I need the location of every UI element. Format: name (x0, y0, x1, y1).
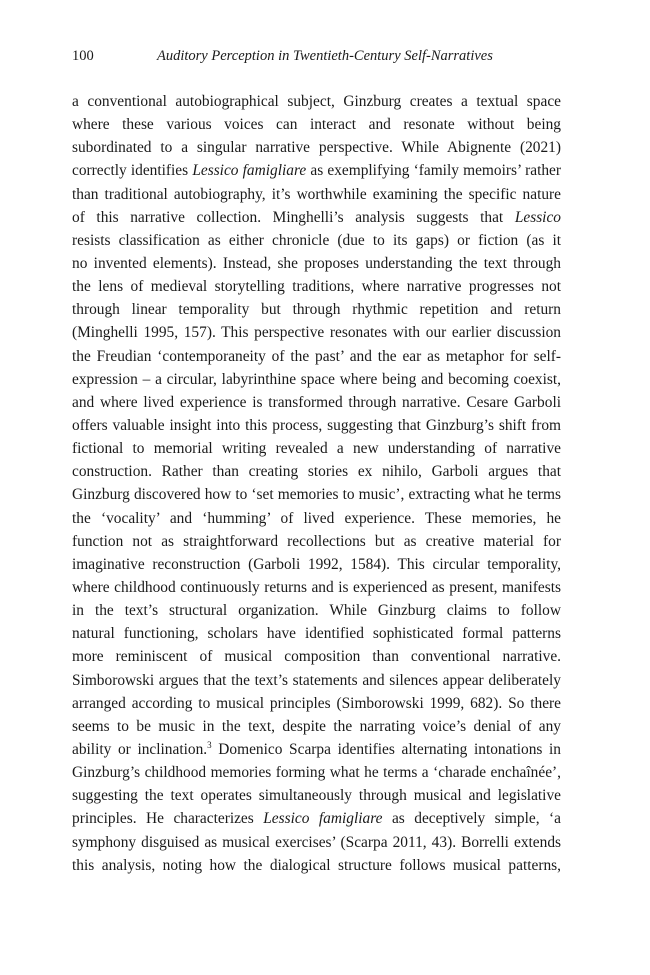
text-line: more reminiscent of musical composition than conventional narrative. (72, 648, 561, 666)
text-line: Ginzburg’s childhood memories forming what he terms a ‘charade enchaînée’, (72, 764, 561, 782)
text-line: natural functioning, scholars have identified sophisticated formal patterns (72, 625, 561, 643)
text-line: ability or inclination.$^3$ Domenico Scarpa identifies alternating intonations in (72, 739, 561, 758)
text-line: and where lived experience is transformed through narrative. Cesare Garboli (72, 393, 561, 411)
running-title: Auditory Perception in Twentieth-Century Self-Narratives (157, 48, 493, 64)
text-line: fictional to memorial writing revealed a new understanding of narrative (72, 440, 561, 458)
text-line: correctly identifies Lessico famigliare as exemplifying ‘family memoirs’ rather (72, 162, 561, 180)
body-paragraph (72, 90, 561, 877)
text-line: where childhood continuously returns and is experienced as present, manifests (72, 578, 561, 596)
italic-title: Lessico (514, 208, 561, 226)
text-line: through linear temporality but through rhythmic repetition and return (72, 301, 561, 319)
text-line: seems to be music in the text, despite the narrating voice’s denial of any (72, 717, 561, 735)
text-line: construction. Rather than creating stories ex nihilo, Garboli argues that (72, 463, 561, 481)
text-line: (Minghelli 1995, 157). This perspective resonates with our earlier discussion (72, 324, 561, 342)
text-line: the lens of medieval storytelling traditions, where narrative progresses not (72, 278, 561, 296)
text-line: function not as straightforward recollections but as creative material for (72, 532, 561, 550)
footnote-marker[interactable]: 3 (207, 739, 212, 750)
italic-title: Lessico famigliare (192, 162, 307, 180)
text-line: than traditional autobiography, it’s worthwhile examining the specific nature (72, 185, 561, 203)
text-line: of this narrative collection. Minghelli’s analysis suggests that Lessico (72, 206, 561, 229)
italic-title: Lessico famigliare (263, 810, 383, 828)
text-line: no invented elements). Instead, she proposes understanding the text through (72, 254, 561, 272)
page-number: 100 (72, 48, 94, 64)
running-head (72, 44, 562, 68)
text-line: Simborowski argues that the text’s statements and silences appear deliberately (72, 671, 561, 689)
text-line: a conventional autobiographical subject, Ginzburg creates a textual space (72, 93, 561, 110)
text-line: symphony disguised as musical exercises’ (Scarpa 2011, 43). Borrelli extends (72, 833, 561, 851)
text-line: the Freudian ‘contemporaneity of the past’ and the ear as metaphor for self- (72, 347, 561, 365)
text-line: expression – a circular, labyrinthine space where being and becoming coexist, (72, 370, 561, 388)
text-line: the ‘vocality’ and ‘humming’ of lived experience. These memories, he (72, 509, 561, 527)
text-line: imaginative reconstruction (Garboli 1992, 1584). This circular temporality, (72, 555, 561, 573)
text-line: offers valuable insight into this process, suggesting that Ginzburg’s shift from (72, 416, 561, 434)
text-line: subordinated to a singular narrative perspective. While Abignente (2021) (72, 139, 561, 157)
text-line: arranged according to musical principles (Simborowski 1999, 682). So there (72, 694, 561, 712)
text-line: principles. He characterizes Lessico famigliare as deceptively simple, ‘a (72, 810, 561, 828)
text-line: Ginzburg discovered how to ‘set memories to music’, extracting what he terms (72, 486, 561, 504)
text-line: where these various voices can interact and resonate without being (72, 116, 561, 134)
text-line: this analysis, noting how the dialogical structure follows musical patterns, (72, 856, 561, 874)
text-line: in the text’s structural organization. While Ginzburg claims to follow (72, 602, 561, 620)
text-line: suggesting the text operates simultaneously through musical and legislative (72, 787, 561, 805)
text-line: resists classification as either chronicle (due to its gaps) or fiction (as it (72, 231, 561, 249)
